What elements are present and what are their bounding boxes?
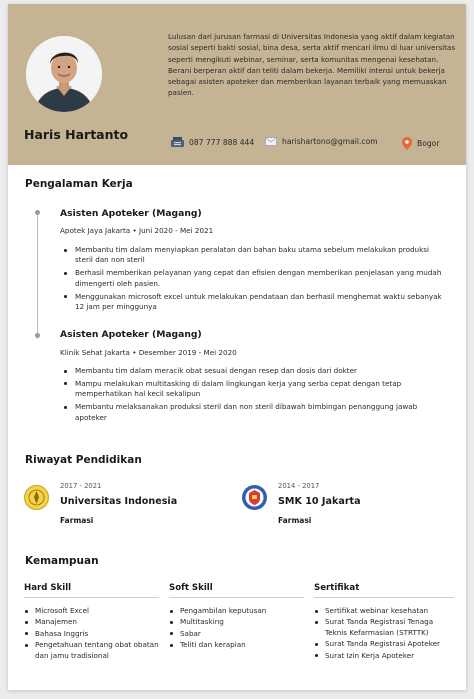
- experience-heading: Pengalaman Kerja: [25, 178, 133, 190]
- list-item: Pengetahuan tentang obat obatan dan jamu tradisional: [24, 640, 159, 661]
- soft-skill-heading: Soft Skill: [169, 583, 213, 593]
- list-item: Microsoft Excel: [24, 606, 159, 616]
- job-company: Klinik Sehat Jakarta: [60, 348, 130, 357]
- phone-contact: [171, 137, 254, 148]
- list-item: Multitasking: [169, 617, 304, 627]
- job-meta: Apotek Jaya Jakarta • Juni 2020 - Mei 2021: [60, 226, 214, 235]
- certificate-heading: Sertifikat: [314, 583, 360, 593]
- avatar: [26, 36, 102, 112]
- profile-photo-icon: [26, 36, 102, 112]
- list-item: Membantu tim dalam meracik obat sesuai dengan resep dan dosis dari dokter: [63, 366, 448, 376]
- job-bullets: [63, 366, 448, 426]
- certificate-column: [314, 583, 454, 662]
- education-years: 2014 - 2017: [278, 482, 320, 490]
- job-title: Asisten Apoteker (Magang): [60, 208, 202, 219]
- resume-page: [8, 4, 466, 690]
- divider: [24, 597, 159, 598]
- hard-skill-list: [24, 606, 159, 661]
- divider: [314, 597, 454, 598]
- education-heading: Riwayat Pendidikan: [25, 454, 142, 466]
- list-item: Sertifikat webinar kesehatan: [314, 606, 454, 616]
- school-name: Universitas Indonesia: [60, 496, 178, 507]
- timeline-dot: [35, 333, 40, 338]
- university-seal-icon: [24, 483, 49, 512]
- hard-skill-heading: Hard Skill: [24, 583, 72, 593]
- list-item: Bahasa Inggris: [24, 629, 159, 639]
- job-period: Juni 2020 - Mei 2021: [139, 226, 214, 235]
- soft-skill-list: [169, 606, 304, 651]
- divider: [169, 597, 304, 598]
- list-item: Surat Tanda Registrasi Apoteker: [314, 639, 454, 649]
- list-item: Menggunakan microsoft excel untuk melakukan pendataan dan berhasil menghemat waktu sebanyak 12 jam per minggunya: [63, 292, 448, 313]
- list-item: Membantu tim dalam menyiapkan peralatan dan bahan baku utama sebelum melakukan produksi steril dan non steril: [63, 245, 448, 266]
- list-item: Membantu melaksanakan produksi steril dan non steril dibawah bimbingan penanggung jawab apoteker: [63, 402, 448, 423]
- skills-heading: Kemampuan: [25, 555, 99, 567]
- email-icon: [265, 137, 277, 146]
- list-item: Teliti dan kerapian: [169, 640, 304, 650]
- hard-skill-column: [24, 583, 159, 662]
- job-meta: Klinik Sehat Jakarta • Desember 2019 - Mei 2020: [60, 348, 237, 357]
- timeline-dot: [35, 210, 40, 215]
- list-item: Pengambilan keputusan: [169, 606, 304, 616]
- job-bullets: [63, 245, 448, 315]
- profile-summary: Lulusan dari jurusan farmasi di Universitas Indonesia yang aktif dalam kegiatan sosial seperti bakti sosial, bina desa, serta aktif mencari ilmu di luar universitas seperti mengikuti webinar, seminar, serta komunitas mengenai kesehatan. Berani berperan aktif dan teliti dalam bekerja. Memiliki intensi untuk bekerja sebagai asisten apoteker dan memberikan layanan terbaik yang memuaskan pasien.: [168, 32, 456, 98]
- school-name: SMK 10 Jakarta: [278, 496, 361, 507]
- list-item: Berhasil memberikan pelayanan yang cepat dan efisien dengan memberikan penjelasan yang mudah dimengerti oleh pasien.: [63, 268, 448, 289]
- job-title: Asisten Apoteker (Magang): [60, 329, 202, 340]
- email-address: harishartono@gmail.com: [282, 137, 378, 146]
- list-item: Mampu melakukan multitasking di dalam lingkungan kerja yang serba cepat dengan tetap memperhatikan hal kecil sekalipun: [63, 379, 448, 400]
- job-period: Desember 2019 - Mei 2020: [138, 348, 237, 357]
- email-contact: [265, 137, 378, 146]
- fax-phone-icon: [171, 137, 184, 148]
- location-contact: [402, 137, 439, 150]
- person-name: Haris Hartanto: [24, 127, 129, 142]
- phone-number: 087 777 888 444: [189, 138, 255, 147]
- list-item: Surat Tanda Registrasi Tenaga Teknis Kefarmasian (STRTTK): [314, 617, 454, 638]
- job-company: Apotek Jaya Jakarta: [60, 226, 131, 235]
- education-years: 2017 - 2021: [60, 482, 102, 490]
- list-item: Surat Izin Kerja Apoteker: [314, 651, 454, 661]
- certificate-list: [314, 606, 454, 661]
- study-program: Farmasi: [60, 516, 94, 525]
- school-crest-icon: [241, 484, 268, 511]
- timeline-line: [37, 211, 38, 339]
- soft-skill-column: [169, 583, 304, 652]
- location-text: Bogor: [417, 139, 440, 148]
- resume-header: [8, 4, 466, 165]
- list-item: Sabar: [169, 629, 304, 639]
- location-pin-icon: [402, 137, 412, 150]
- study-program: Farmasi: [278, 516, 312, 525]
- list-item: Manajemen: [24, 617, 159, 627]
